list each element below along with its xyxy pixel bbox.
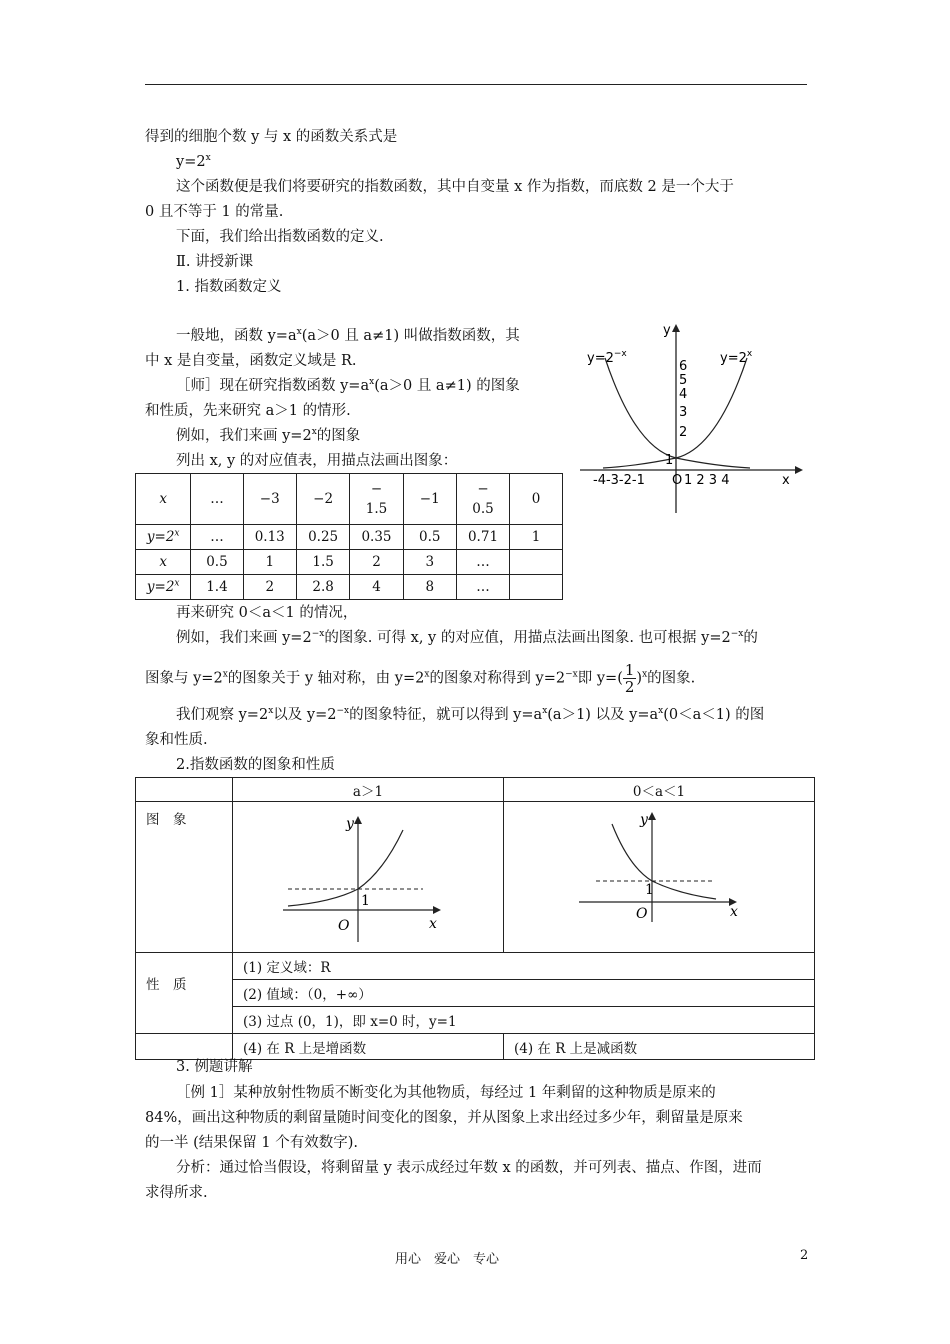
- y-axis-label: y: [663, 323, 671, 338]
- value-table: [135, 473, 563, 600]
- graph-cell-increasing: [233, 802, 504, 953]
- table-cell: 2: [350, 550, 403, 575]
- row-label-image: 图 象: [136, 802, 233, 953]
- header-rule: [145, 84, 807, 85]
- graph-one: 1: [361, 893, 370, 909]
- table-cell: 1: [243, 550, 296, 575]
- table-cell: 0.5: [403, 525, 456, 550]
- graph-decreasing: [504, 802, 814, 952]
- graph-origin: O: [636, 906, 648, 922]
- table-row: [136, 525, 563, 550]
- text-line: 再来研究 0＜a＜1 的情况，: [176, 605, 358, 621]
- section-heading: Ⅱ. 讲授新课: [176, 254, 254, 270]
- table-cell: −1: [403, 474, 456, 525]
- example-line: 的一半 (结果保留 1 个有效数字).: [145, 1135, 358, 1151]
- definition-line: 列出 x, y 的对应值表，用描点法画出图象：: [176, 453, 458, 469]
- subsection-heading: 2.指数函数的图象和性质: [176, 757, 335, 773]
- exponential-graph: [575, 318, 805, 518]
- definition-line: 和性质，先来研究 a＞1 的情形.: [145, 403, 351, 419]
- property-domain: (1) 定义域：R: [233, 953, 815, 980]
- table-cell: − 1.5: [350, 474, 403, 525]
- table-row: [136, 1007, 815, 1034]
- subsection-heading: 3. 例题讲解: [176, 1059, 253, 1075]
- graph-one: 1: [645, 882, 654, 898]
- definition-line: 一般地，函数 $y=a^x(a>0$ 且 a≠1) 叫做指数函数，其: [176, 327, 520, 344]
- y-tick: 4: [679, 387, 688, 402]
- example-line: 分析：通过恰当假设，将剩留量 y 表示成经过年数 x 的函数，并可列表、描点、作图，进而: [176, 1160, 762, 1176]
- table-cell: 0.5: [191, 550, 243, 575]
- table-cell: …: [191, 525, 243, 550]
- example-line: 84%，画出这种物质的剩留量随时间变化的图象，并从图象上求出经过多少年，剩留量是原来: [145, 1110, 743, 1126]
- intro-line: 得到的细胞个数 y 与 x 的函数关系式是: [145, 129, 398, 145]
- subsection-heading: 1. 指数函数定义: [176, 279, 282, 295]
- table-cell: 1.4: [191, 575, 243, 600]
- table-cell: …: [456, 575, 509, 600]
- text-line: 象和性质.: [145, 732, 208, 748]
- table-cell: $y=2^x$: [136, 575, 191, 600]
- graph-cell-decreasing: [504, 802, 815, 953]
- definition-line: ［师］现在研究指数函数 $y=a^x(a>0$ 且 a≠1) 的图象: [176, 377, 520, 394]
- table-row: [136, 474, 563, 525]
- x-axis-label: x: [782, 473, 790, 488]
- table-cell: $y=2^x$: [136, 525, 191, 550]
- table-row: [136, 802, 815, 953]
- decreasing-curve: [612, 824, 716, 899]
- origin-label: O: [672, 473, 683, 488]
- x-ticks-positive: 1 2 3 4: [684, 473, 730, 488]
- increasing-curve: [288, 830, 403, 906]
- curve-2-x: [603, 358, 747, 468]
- table-cell: 0.35: [350, 525, 403, 550]
- graph-x-label: x: [730, 904, 738, 920]
- label-2-neg-x: $y=2^{-x}$: [587, 349, 627, 366]
- page-number: 2: [800, 1248, 809, 1263]
- property-point: (3) 过点 (0，1)，即 x=0 时，y=1: [233, 1007, 815, 1034]
- table-cell: …: [456, 550, 509, 575]
- table-cell: …: [191, 474, 243, 525]
- table-row: [136, 980, 815, 1007]
- table-cell: 2.8: [296, 575, 349, 600]
- table-cell: x: [159, 491, 167, 507]
- table-row: [136, 953, 815, 980]
- formula-y-2x: $y=2^x$: [176, 153, 211, 170]
- properties-table: [135, 777, 815, 1060]
- table-cell: 0.13: [243, 525, 296, 550]
- header-a-lt-1: 0＜a＜1: [504, 778, 815, 802]
- table-cell: [136, 1034, 233, 1060]
- y-tick: 5: [679, 373, 688, 388]
- example-line: 求得所求.: [145, 1185, 208, 1201]
- table-cell: [136, 778, 233, 802]
- intro-line: 这个函数便是我们将要研究的指数函数，其中自变量 x 作为指数，而底数 2 是一个大于: [176, 179, 734, 195]
- table-row: [136, 550, 563, 575]
- table-row: [136, 778, 815, 802]
- fraction-one-half: $\frac{1}{2}$: [624, 661, 635, 696]
- y-tick: 6: [679, 359, 688, 374]
- y-tick: 2: [679, 425, 688, 440]
- table-cell: −2: [296, 474, 349, 525]
- curve-2-neg-x: [605, 358, 750, 468]
- table-cell: [510, 575, 563, 600]
- y-tick: 3: [679, 405, 688, 420]
- graph-y-label: y: [640, 812, 648, 828]
- table-cell: x: [159, 554, 167, 570]
- definition-line: 中 x 是自变量，函数定义域是 R.: [145, 353, 357, 369]
- graph-y-label: y: [346, 816, 354, 832]
- row-label-properties: 性 质: [136, 953, 233, 1034]
- table-row: [136, 575, 563, 600]
- footer-text: 用心 爱心 专心: [395, 1252, 500, 1267]
- table-cell: 3: [403, 550, 456, 575]
- graph-origin: O: [338, 918, 350, 934]
- header-a-gt-1: a＞1: [233, 778, 504, 802]
- table-cell: [510, 550, 563, 575]
- table-row: [136, 1034, 815, 1060]
- intro-line: 0 且不等于 1 的常量.: [145, 204, 284, 220]
- table-cell: 8: [403, 575, 456, 600]
- y-tick: 1: [665, 453, 674, 468]
- graph-x-label: x: [429, 916, 437, 932]
- property-decreasing: (4) 在 R 上是减函数: [504, 1034, 815, 1060]
- definition-line: 例如，我们来画 $y=2^x$的图象: [176, 427, 361, 444]
- label-2-x: $y=2^x$: [720, 349, 753, 366]
- x-ticks-negative: -4-3-2-1: [593, 473, 645, 488]
- table-cell: − 0.5: [456, 474, 509, 525]
- table-cell: −3: [243, 474, 296, 525]
- table-cell: 0.25: [296, 525, 349, 550]
- table-cell: 0: [510, 474, 563, 525]
- property-increasing: (4) 在 R 上是增函数: [233, 1034, 504, 1060]
- text-line: 例如，我们来画 $y=2^{-x}$的图象. 可得 x, y 的对应值，用描点法画出图象. 也可根据 $y=2^{-x}$的: [176, 629, 758, 646]
- property-range: (2) 值域：（0，+∞）: [233, 980, 815, 1007]
- table-cell: 0.71: [456, 525, 509, 550]
- graph-increasing: [233, 802, 503, 952]
- table-cell: 2: [243, 575, 296, 600]
- intro-line: 下面，我们给出指数函数的定义.: [176, 229, 384, 245]
- table-cell: 4: [350, 575, 403, 600]
- text-line: 我们观察 $y=2^x$以及 $y=2^{-x}$的图象特征，就可以得到 $y=a^x(a>1)$ 以及 $y=a^x(0<a<1)$ 的图: [176, 706, 765, 723]
- example-line: ［例 1］某种放射性物质不断变化为其他物质，每经过 1 年剩留的这种物质是原来的: [176, 1085, 716, 1101]
- table-cell: 1: [510, 525, 563, 550]
- text-line: 图象与 $y=2^x$的图象关于 y 轴对称，由 $y=2^x$的图象对称得到 $y=2^{-x}$即 y=( $\frac{1}{2}$ )$^x$的图象.: [145, 661, 696, 696]
- table-cell: 1.5: [296, 550, 349, 575]
